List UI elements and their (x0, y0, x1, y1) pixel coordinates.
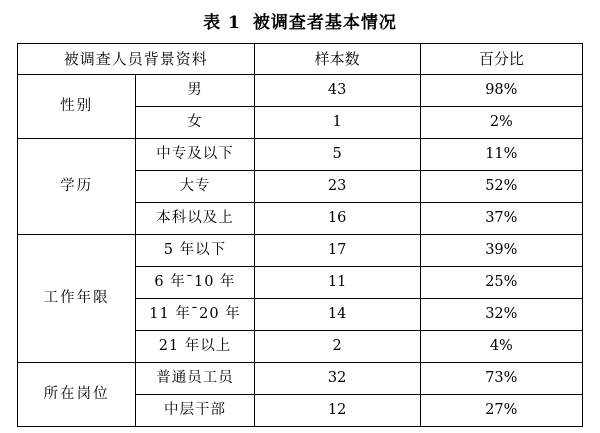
table-row (18, 363, 583, 395)
table-header-count: 样本数 (254, 44, 420, 75)
row-percent: 39% (420, 235, 582, 267)
row-percent: 32% (420, 299, 582, 331)
row-count: 32 (254, 363, 420, 395)
row-item: 中专及以下 (136, 139, 254, 171)
survey-table (17, 43, 583, 427)
row-item: 中层干部 (136, 395, 254, 427)
row-item: 男 (136, 75, 254, 107)
row-percent: 25% (420, 267, 582, 299)
table-header-background: 被调查人员背景资料 (18, 44, 255, 75)
row-count: 17 (254, 235, 420, 267)
table-row (18, 75, 583, 107)
row-item: 5 年以下 (136, 235, 254, 267)
row-count: 14 (254, 299, 420, 331)
row-percent: 98% (420, 75, 582, 107)
row-item: 21 年以上 (136, 331, 254, 363)
table-caption-text: 被调查者基本情况 (252, 13, 397, 33)
row-percent: 4% (420, 331, 582, 363)
row-category-education: 学历 (18, 139, 136, 235)
row-item: 女 (136, 107, 254, 139)
row-category-position: 所在岗位 (18, 363, 136, 427)
row-category-work-years: 工作年限 (18, 235, 136, 363)
table-row (18, 235, 583, 267)
table-row (18, 139, 583, 171)
row-category-gender: 性别 (18, 75, 136, 139)
row-count: 43 (254, 75, 420, 107)
row-item: 6 年ˉ10 年 (136, 267, 254, 299)
row-count: 16 (254, 203, 420, 235)
table-caption (0, 0, 600, 43)
page-bottom-spacer (0, 427, 600, 433)
row-percent: 73% (420, 363, 582, 395)
row-count: 1 (254, 107, 420, 139)
row-percent: 52% (420, 171, 582, 203)
row-item: 本科以及上 (136, 203, 254, 235)
table-header-row (18, 44, 583, 75)
row-percent: 11% (420, 139, 582, 171)
row-item: 普通员工员 (136, 363, 254, 395)
row-count: 12 (254, 395, 420, 427)
table-caption-number: 表 1 (203, 13, 241, 33)
row-percent: 37% (420, 203, 582, 235)
row-count: 11 (254, 267, 420, 299)
row-item: 11 年ˉ20 年 (136, 299, 254, 331)
row-count: 5 (254, 139, 420, 171)
row-percent: 2% (420, 107, 582, 139)
row-count: 2 (254, 331, 420, 363)
row-count: 23 (254, 171, 420, 203)
row-percent: 27% (420, 395, 582, 427)
table-header-percent: 百分比 (420, 44, 582, 75)
row-item: 大专 (136, 171, 254, 203)
